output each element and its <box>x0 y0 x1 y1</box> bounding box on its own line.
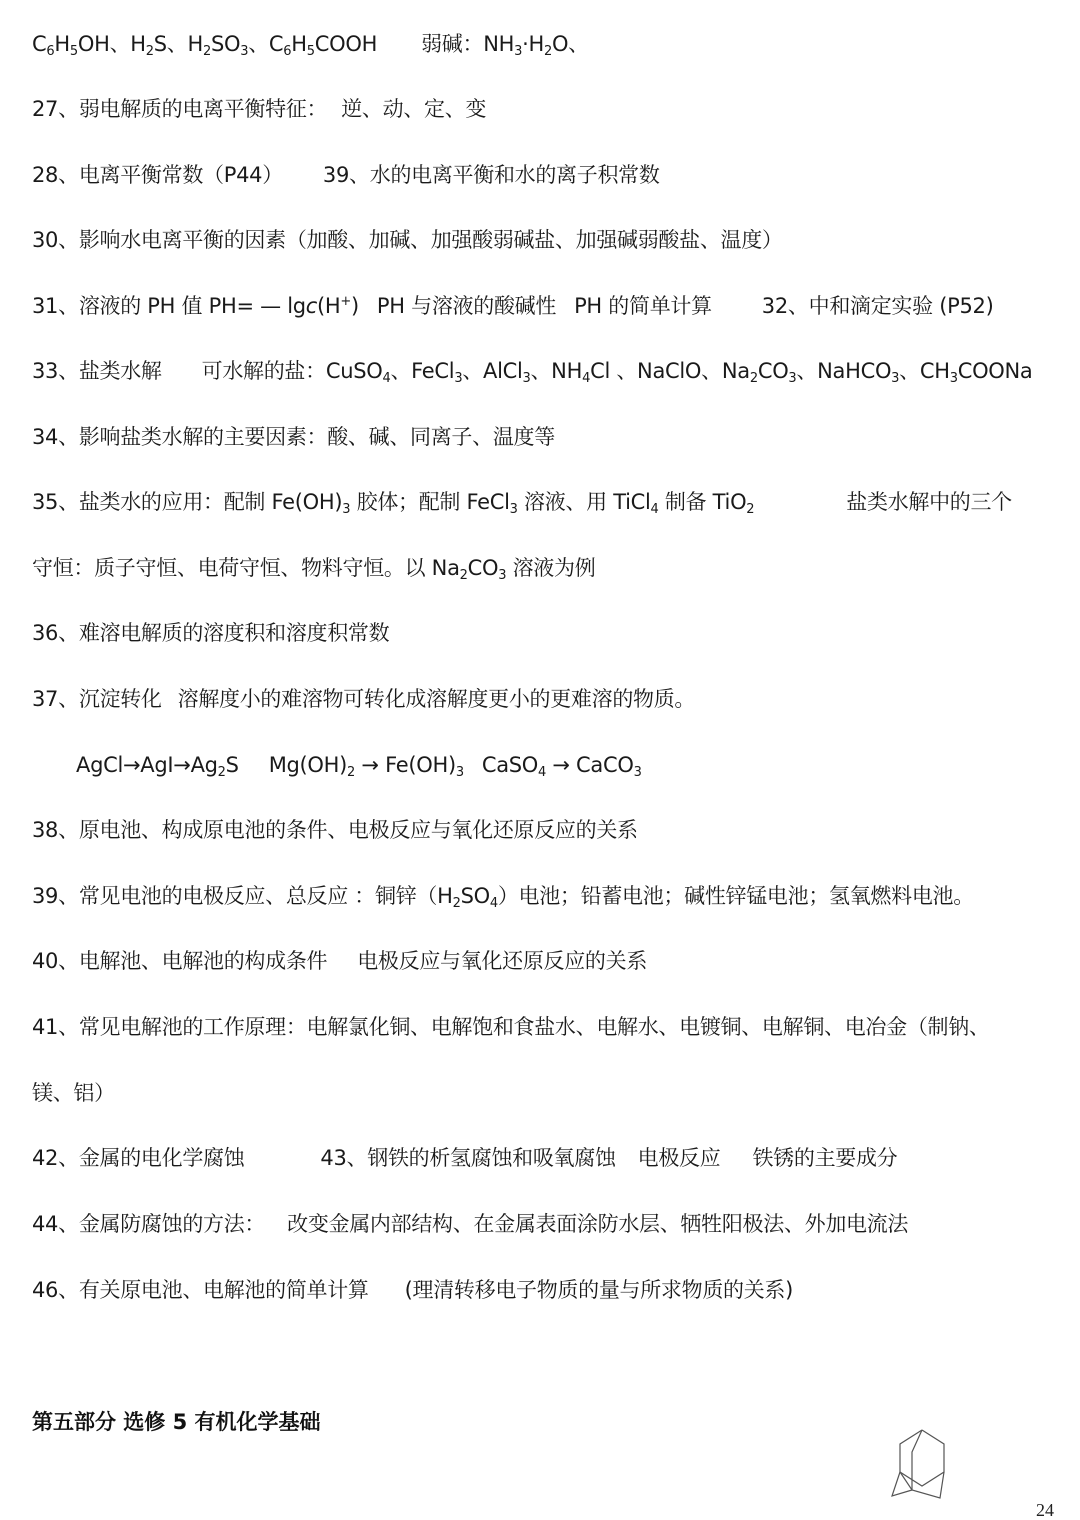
text-segment: ）电池；铅蓄电池；碱性锌锰电池；氢氧燃料电池。 <box>497 884 974 908</box>
text-segment: 40、电解池、电解池的构成条件 <box>32 949 328 973</box>
line-35-cont <box>32 553 595 583</box>
text-segment: (H <box>317 294 341 318</box>
line-acids-bases <box>32 29 589 59</box>
text-segment: H <box>291 32 307 56</box>
line-35 <box>32 487 1012 517</box>
text-segment: O、 <box>551 32 589 56</box>
text-segment: 盐类水解中的三个 <box>846 490 1012 514</box>
text-segment: 43、钢铁的析氢腐蚀和吸氧腐蚀 <box>320 1146 616 1170</box>
subscript: 4 <box>582 371 591 386</box>
text-segment: 电极反应 <box>637 1146 721 1170</box>
text-segment: 33、盐类水解 <box>32 359 162 383</box>
subscript: 2 <box>543 44 552 59</box>
line-33 <box>32 356 1033 386</box>
line-27 <box>32 94 486 124</box>
subscript: 6 <box>46 44 55 59</box>
text-segment: 27、弱电解质的电离平衡特征： <box>32 97 328 121</box>
subscript: 5 <box>306 44 315 59</box>
line-39 <box>32 881 974 911</box>
text-segment: 可水解的盐：CuSO <box>201 359 383 383</box>
text-segment: 32、中和滴定实验 (P52) <box>761 294 994 318</box>
text-segment: c <box>305 294 318 318</box>
text-segment: 铁锈的主要成分 <box>752 1146 898 1170</box>
text-segment: COONa <box>957 359 1033 383</box>
text-segment: 、FeCl <box>390 359 455 383</box>
line-30 <box>32 225 783 255</box>
text-segment: 、C <box>248 32 284 56</box>
text-segment: CO <box>467 556 499 580</box>
text-segment: → Fe(OH) <box>355 753 456 777</box>
text-segment: 31、溶液的 PH 值 PH= — lg <box>32 294 306 318</box>
line-44 <box>32 1209 908 1239</box>
text-segment: COOH <box>314 32 378 56</box>
subscript: 4 <box>382 371 391 386</box>
line-36 <box>32 618 389 648</box>
text-segment: 44、金属防腐蚀的方法： <box>32 1212 266 1236</box>
text-segment: 弱碱：NH <box>421 32 515 56</box>
text-segment: 守恒：质子守恒、电荷守恒、物料守恒。以 Na <box>32 556 460 580</box>
subscript: 2 <box>145 44 154 59</box>
text-segment: OH、H <box>77 32 146 56</box>
subscript: 3 <box>342 502 351 517</box>
text-segment: Cl 、NaClO、Na <box>590 359 750 383</box>
text-segment: 34、影响盐类水解的主要因素：酸、碱、同离子、温度等 <box>32 425 555 449</box>
subscript: 4 <box>489 896 498 911</box>
line-37 <box>32 684 695 714</box>
text-segment: S、H <box>153 32 203 56</box>
text-segment: 制备 TiO <box>658 490 747 514</box>
line-37-examples <box>76 750 642 780</box>
text-segment: (理清转移电子物质的量与所求物质的关系) <box>404 1278 794 1302</box>
text-segment: PH 的简单计算 <box>574 294 712 318</box>
line-28 <box>32 160 660 190</box>
section-heading: 第五部分 选修 5 有机化学基础 <box>32 1410 321 1434</box>
subscript: 2 <box>746 502 755 517</box>
adamantane-structure-icon <box>890 1428 960 1512</box>
line-41 <box>32 1012 990 1042</box>
subscript: 2 <box>452 896 461 911</box>
text-segment: 、AlCl <box>462 359 523 383</box>
text-segment: 39、水的电离平衡和水的离子积常数 <box>322 163 660 187</box>
page-number: 24 <box>1036 1500 1054 1520</box>
line-41-cont <box>32 1078 115 1108</box>
subscript: 2 <box>347 765 356 780</box>
text-segment: H <box>54 32 70 56</box>
text-segment: CaSO <box>481 753 539 777</box>
line-31 <box>32 291 993 321</box>
subscript: 2 <box>749 371 758 386</box>
text-segment: CO <box>757 359 789 383</box>
subscript: 3 <box>788 371 797 386</box>
text-segment: 35、盐类水的应用：配制 Fe(OH) <box>32 490 343 514</box>
text-segment: SO <box>210 32 241 56</box>
text-segment: → CaCO <box>546 753 634 777</box>
text-segment: SO <box>460 884 490 908</box>
subscript: 3 <box>514 44 523 59</box>
text-segment: 36、难溶电解质的溶度积和溶度积常数 <box>32 621 390 645</box>
text-segment: 38、原电池、构成原电池的条件、电极反应与氧化还原反应的关系 <box>32 818 638 842</box>
text-segment: 、NaHCO <box>796 359 892 383</box>
subscript: 2 <box>202 44 211 59</box>
text-segment: 39、常见电池的电极反应、总反应 ：铜锌（H <box>32 884 453 908</box>
superscript: + <box>340 294 352 309</box>
line-46 <box>32 1275 793 1305</box>
subscript: 3 <box>633 765 642 780</box>
text-segment: ) <box>351 294 359 318</box>
text-segment: S <box>225 753 239 777</box>
line-34 <box>32 422 555 452</box>
text-segment: Mg(OH) <box>268 753 348 777</box>
text-segment: 改变金属内部结构、在金属表面涂防水层、牺牲阳极法、外加电流法 <box>287 1212 909 1236</box>
subscript: 3 <box>509 502 518 517</box>
subscript: 3 <box>498 568 507 583</box>
subscript: 2 <box>459 568 468 583</box>
text-segment: 溶液为例 <box>506 556 596 580</box>
text-segment: 溶解度小的难溶物可转化成溶解度更小的更难溶的物质。 <box>177 687 696 711</box>
text-segment: 溶液、用 TiCl <box>517 490 651 514</box>
subscript: 2 <box>217 765 226 780</box>
subscript: 3 <box>522 371 531 386</box>
subscript: 4 <box>650 502 659 517</box>
subscript: 4 <box>538 765 547 780</box>
subscript: 3 <box>454 371 463 386</box>
text-segment: AgCl→AgI→Ag <box>76 753 218 777</box>
subscript: 3 <box>455 765 464 780</box>
text-segment: 42、金属的电化学腐蚀 <box>32 1146 245 1170</box>
text-segment: 30、影响水电离平衡的因素（加酸、加碱、加强酸弱碱盐、加强碱弱酸盐、温度） <box>32 228 783 252</box>
text-segment: 电极反应与氧化还原反应的关系 <box>357 949 648 973</box>
subscript: 3 <box>949 371 958 386</box>
text-segment: 46、有关原电池、电解池的简单计算 <box>32 1278 369 1302</box>
line-40 <box>32 946 647 976</box>
text-segment: 胶体；配制 FeCl <box>350 490 510 514</box>
text-segment: ·H <box>522 32 544 56</box>
text-segment: PH 与溶液的酸碱性 <box>376 294 557 318</box>
line-38 <box>32 815 638 845</box>
subscript: 3 <box>240 44 249 59</box>
text-segment: C <box>32 32 47 56</box>
text-segment: 28、电离平衡常数（P44） <box>32 163 283 187</box>
text-segment: 、CH <box>899 359 950 383</box>
text-segment: 镁、铝） <box>32 1081 115 1105</box>
text-segment: 41、常见电解池的工作原理：电解氯化铜、电解饱和食盐水、电解水、电镀铜、电解铜、电冶金（制钠、 <box>32 1015 990 1039</box>
text-segment: 逆、动、定、变 <box>341 97 487 121</box>
text-segment: 、NH <box>530 359 583 383</box>
line-42 <box>32 1143 897 1173</box>
subscript: 5 <box>69 44 78 59</box>
subscript: 6 <box>283 44 292 59</box>
subscript: 3 <box>891 371 900 386</box>
text-segment: 37、沉淀转化 <box>32 687 162 711</box>
